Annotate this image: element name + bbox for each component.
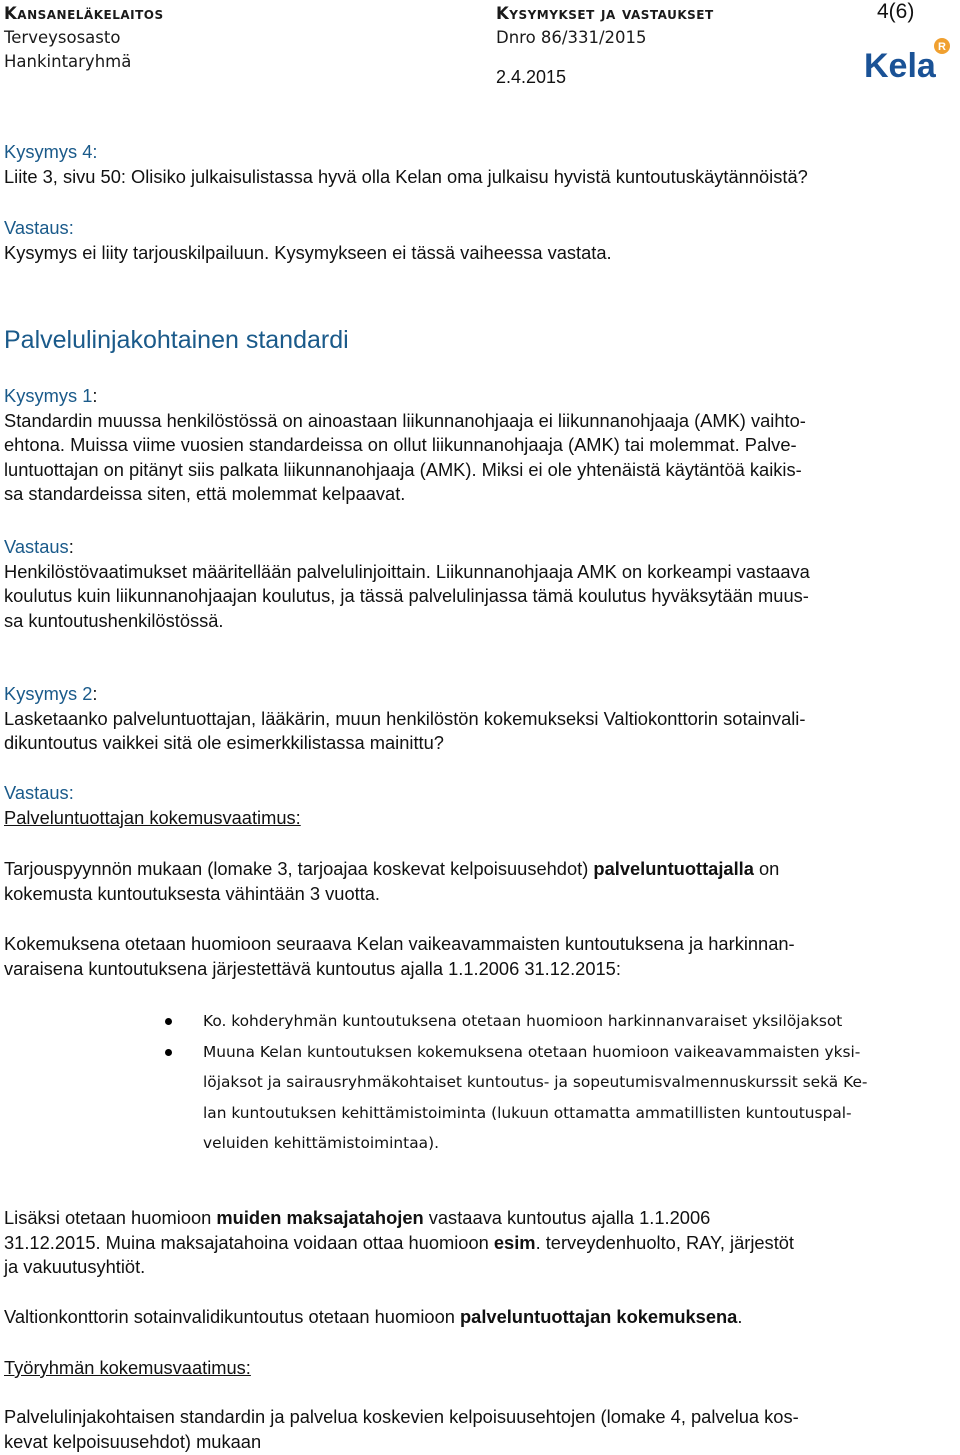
answer-4-block	[4, 216, 956, 265]
document-date: 2.4.2015	[496, 67, 567, 87]
emphasis-provider: palveluntuottajalla	[593, 858, 754, 879]
emphasis-provider-experience: palveluntuottajan kokemuksena	[459, 1306, 738, 1327]
team-requirement-heading: Työryhmän kokemusvaatimus:	[4, 1357, 251, 1378]
standard-question-1-label: Kysymys 1	[4, 385, 93, 406]
bullet-icon	[165, 1049, 172, 1056]
header-left	[4, 2, 164, 74]
question-4-label: Kysymys 4:	[4, 141, 98, 162]
standard-answer-2-label: Vastaus:	[4, 782, 74, 803]
organization-name: Kansaneläkelaitos	[4, 4, 164, 23]
answer-4-text: Kysymys ei liity tarjouskilpailuun. Kysymykseen ei tässä vaiheessa vastata.	[4, 241, 612, 263]
svg-text:Kela: Kela	[864, 47, 936, 81]
document-number: Dnro 86/331/2015	[496, 28, 647, 47]
bullet-icon	[165, 1018, 172, 1025]
standard-answer-2-block	[4, 781, 956, 830]
list-item: Ko. kohderyhmän kuntoutuksena otetaan huomioon harkinnanvaraiset yksilöjaksot	[165, 1006, 960, 1037]
kela-logo-icon	[864, 37, 954, 81]
standard-answer-1-block	[4, 535, 956, 633]
svg-text:R: R	[938, 41, 946, 53]
question-4-block	[4, 140, 956, 189]
standard-answer-1-label-line: Vastaus:	[4, 536, 74, 557]
standard-question-1-block	[4, 384, 956, 507]
standard-question-1-line: luntuottajan on pitänyt siis palkata liikunnanohjaaja (AMK). Miksi ei ole yhtenäistä käytäntöä kaikis-	[4, 458, 802, 480]
standard-answer-1-label: Vastaus	[4, 536, 69, 557]
document-title: Kysymykset ja vastaukset	[496, 4, 714, 23]
team-requirement-paragraph: Palvelulinjakohtaisen standardin ja palvelua koskevien kelpoisuusehtojen (lomake 4, palvelua kos- kevat kelpoisuusehdot) mukaan	[4, 1406, 799, 1452]
department-name: Terveysosasto	[4, 28, 121, 47]
experience-bullet-list	[165, 1006, 960, 1159]
provider-requirement-heading: Palveluntuottajan kokemusvaatimus:	[4, 806, 301, 828]
unit-name: Hankintaryhmä	[4, 52, 132, 71]
standard-answer-1-line: sa kuntoutushenkilöstössä.	[4, 609, 224, 631]
standard-question-1-line: ehtona. Muissa viime vuosien standardeissa on ollut liikunnanohjaaja (AMK) tai molemmat. Palve-	[4, 434, 797, 455]
standard-question-1-line: Standardin muussa henkilöstössä on ainoastaan liikunnanohjaaja ei liikunnanohjaaja (AMK) vaihto-	[4, 409, 806, 431]
page-number: 4(6)	[877, 0, 915, 23]
standard-answer-1-line: Henkilöstövaatimukset määritellään palvelulinjoittain. Liikunnanohjaaja AMK on korkeampi vastaava	[4, 560, 810, 582]
team-requirement-heading-block	[4, 1356, 956, 1381]
emphasis-other-payers: muiden maksajatahojen	[216, 1207, 424, 1228]
standard-answer-1-line: koulutus kuin liikunnanohjaajan koulutus, ja tässä palvelulinjassa tämä koulutus hyväksytään muus-	[4, 585, 809, 606]
emphasis-esim: esim	[493, 1231, 536, 1253]
question-4-text: Liite 3, sivu 50: Olisiko julkaisulistassa hyvä olla Kelan oma julkaisu hyvistä kuntoutuskäytännöistä?	[4, 165, 808, 187]
answer-4-label: Vastaus:	[4, 217, 74, 238]
section-title: Palvelulinjakohtainen standardi	[4, 326, 349, 354]
standard-question-1-line: sa standardeissa siten, että molemmat kelpaavat.	[4, 483, 406, 504]
standard-question-2-label-line: Kysymys 2:	[4, 683, 98, 704]
header-middle	[496, 2, 714, 50]
provider-paragraph-1: Tarjouspyynnön mukaan (lomake 3, tarjoajaa koskevat kelpoisuusehdot) palveluntuottajalla on kokemusta kuntoutuksesta vähintään 3 vuotta.	[4, 858, 780, 904]
provider-paragraph-2: Kokemuksena otetaan huomioon seuraava Kelan vaikeavammaisten kuntoutuksena ja harkinnan- varaisena kuntoutuksena järjestettävä kuntoutus ajalla 1.1.2006 31.12.2015:	[4, 933, 795, 979]
standard-question-2-line: dikuntoutus vaikkei sitä ole esimerkkilistassa mainittu?	[4, 732, 444, 753]
list-item: Muuna Kelan kuntoutuksen kokemuksena otetaan huomioon vaikeavammaisten yksi- löjaksot ja sairausryhmäkohtaiset kuntoutus- ja sopeutumisvalmennuskurssit sekä Ke- lan kuntoutuksen kehittämistoiminta (lukuun ottamatta ammatillisten kuntoutuspal- veluiden kehittämistoimintaa).	[165, 1037, 960, 1159]
standard-question-2-line: Lasketaanko palveluntuottajan, lääkärin, muun henkilöstön kokemukseksi Valtiokonttorin sotainvali-	[4, 707, 806, 729]
valtiokonttori-paragraph: Valtionkonttorin sotainvalidikuntoutus otetaan huomioon palveluntuottajan kokemuksena.	[4, 1306, 743, 1327]
standard-question-2-label: Kysymys 2	[4, 683, 93, 704]
standard-question-1-label-line: Kysymys 1:	[4, 385, 98, 406]
other-payers-paragraph: Lisäksi otetaan huomioon muiden maksajatahojen vastaava kuntoutus ajalla 1.1.2006 31.12.2015. Muina maksajatahoina voidaan ottaa huomioon esim. terveydenhuolto, RAY, järjestöt ja vakuutusyhtiöt.	[4, 1207, 795, 1277]
standard-question-2-block	[4, 682, 956, 756]
